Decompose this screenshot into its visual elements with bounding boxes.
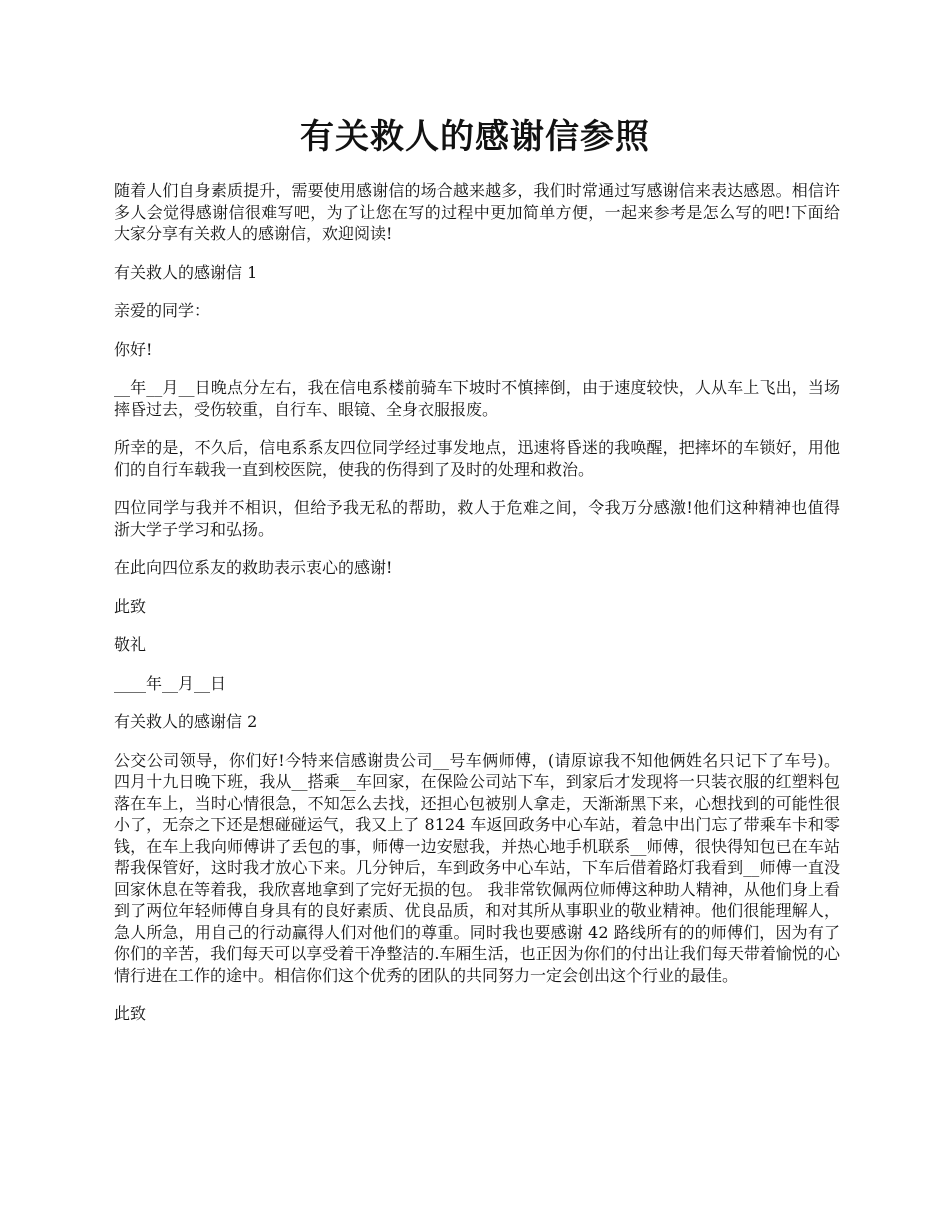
letter-1-paragraph: __年__月__日晚点分左右，我在信电系楼前骑车下坡时不慎摔倒，由于速度较快，人从车上飞出，当场摔昏过去，受伤较重，自行车、眼镜、全身衣服报废。 [114,378,840,419]
letter-1-paragraph: 所幸的是，不久后，信电系系友四位同学经过事发地点，迅速将昏迷的我唤醒，把摔坏的车锁好，用他们的自行车载我一直到校医院，使我的伤得到了及时的处理和救治。 [114,438,840,479]
letter-1-paragraph: 在此向四位系友的救助表示衷心的感谢! [114,558,393,577]
letter-2-closing: 此致 [114,1004,147,1023]
letter-2-paragraph: 公交公司领导，你们好!今特来信感谢贵公司__号车俩师傅，(请原谅我不知他俩姓名只记下了车号)。 四月十九日晚下班，我从__搭乘__车回家，在保险公司站下车，到家后才发现将一只装衣服的红塑料包落在车上，当时心情很急，不知怎么去找，还担心包被别人拿走，天渐渐黑下来，心想找到的可能性很小了，无奈之下还是想碰碰运气，我又上了 8124 车返回政务中心车站，着急中出门忘了带乘车卡和零钱，在车上我向师傅讲了丢包的事，师傅一边安慰我，并热心地手机联系__师傅，很快得知包已在车站帮我保管好，这时我才放心下来。几分钟后，车到政务中心车站，下车后借着路灯我看到__师傅一直没回家休息在等着我，我欣喜地拿到了完好无损的包。 我非常钦佩两位师傅这种助人精神，从他们身上看到了两位年轻师傅自身具有的良好素质、优良品质，和对其所从事职业的敬业精神。他们很能理解人，急人所急，用自己的行动赢得人们对他们的尊重。同时我也要感谢 42 路线所有的的师傅们，因为有了你们的辛苦，我们每天可以享受着干净整洁的.车厢生活，也正因为你们的付出让我们每天带着愉悦的心情行进在工作的途中。相信你们这个优秀的团队的共同努力一定会创出这个行业的最佳。 [114,750,840,985]
document-title: 有关救人的感谢信参照 [300,117,650,157]
letter-1-heading: 有关救人的感谢信 1 [114,262,258,282]
letter-1-salutation: 亲爱的同学： [114,301,211,320]
letter-1-paragraph: 四位同学与我并不相识，但给予我无私的帮助，救人于危难之间，令我万分感激!他们这种精神也值得浙大学子学习和弘扬。 [114,498,840,539]
letter-2-heading: 有关救人的感谢信 2 [114,712,258,731]
letter-1-closing: 此致 [114,596,147,616]
intro-paragraph: 随着人们自身素质提升，需要使用感谢信的场合越来越多，我们时常通过写感谢信来表达感恩。相信许多人会觉得感谢信很难写吧，为了让您在写的过程中更加简单方便，一起来参考是怎么写的吧!下面给大家分享有关救人的感谢信，欢迎阅读! [114,181,840,243]
document-body [114,180,840,1042]
letter-1-greeting: 你好! [114,339,153,359]
letter-1-date: ____年__月__日 [114,673,227,693]
letter-1-regards: 敬礼 [114,635,147,654]
